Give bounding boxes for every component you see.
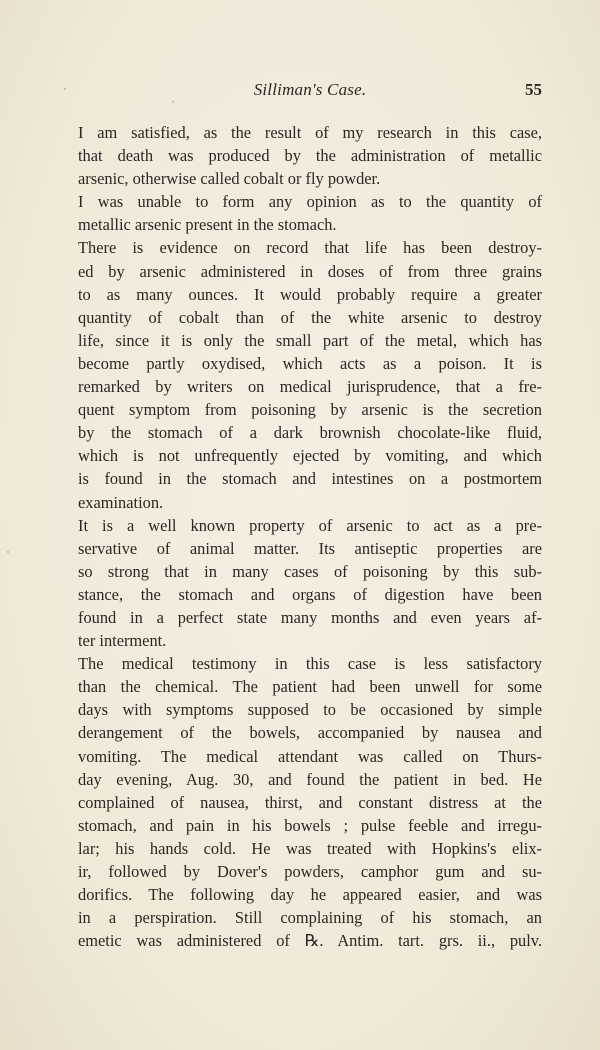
text-line: ir, followed by Dover's powders, camphor gum and su- bbox=[78, 862, 542, 881]
text-line: ed by arsenic administered in doses of from three grains bbox=[78, 261, 542, 281]
text-line: emetic was administered of ℞. Antim. tart. grs. ii., pulv. bbox=[78, 931, 542, 951]
text-line: days with symptoms supposed to be occasioned by simple bbox=[78, 700, 542, 720]
text-line: remarked by writers on medical jurisprudence, that a fre- bbox=[78, 377, 542, 397]
text-line: stomach, and pain in his bowels ; pulse feeble and irregu- bbox=[78, 815, 542, 835]
paper-speck bbox=[64, 88, 66, 90]
text-line: which is not unfrequently ejected by vomiting, and which bbox=[78, 446, 542, 466]
text-line: in a perspiration. Still complaining of his stomach, an bbox=[78, 908, 542, 928]
text-line: arsenic, otherwise called cobalt or fly powder. bbox=[78, 169, 381, 189]
text-line: life, since it is only the small part of the metal, which has bbox=[78, 330, 542, 350]
text-line: servative of animal matter. Its antiseptic properties are bbox=[78, 538, 542, 558]
paper-speck bbox=[172, 101, 174, 103]
text-line: examination. bbox=[78, 492, 164, 512]
running-head: Silliman's Case. bbox=[253, 80, 367, 99]
text-line: derangement of the bowels, accompanied by nausea and bbox=[78, 723, 542, 743]
text-line: lar; his hands cold. He was treated with Hopkins's elix- bbox=[78, 838, 542, 858]
text-line: become partly oxydised, which acts as a poison. It is bbox=[78, 353, 542, 373]
text-line: complained of nausea, thirst, and constant distress at the bbox=[78, 792, 542, 812]
text-line: It is a well known property of arsenic to act as a pre- bbox=[78, 515, 542, 535]
text-line: There is evidence on record that life has been destroy- bbox=[78, 238, 542, 258]
text-line: so strong that in many cases of poisoning by this sub- bbox=[78, 561, 542, 581]
page-header bbox=[78, 80, 542, 106]
text-line: I was unable to form any opinion as to the quantity of bbox=[78, 192, 542, 212]
text-line: metallic arsenic present in the stomach. bbox=[78, 215, 337, 235]
text-line: ter interment. bbox=[78, 631, 167, 651]
text-line: day evening, Aug. 30, and found the patient in bed. He bbox=[78, 769, 542, 789]
text-line: I am satisfied, as the result of my research in this case, bbox=[78, 123, 542, 142]
text-line: by the stomach of a dark brownish chocolate-like fluid, bbox=[78, 423, 542, 443]
text-line: dorifics. The following day he appeared easier, and was bbox=[78, 885, 542, 905]
text-line: quantity of cobalt than of the white arsenic to destroy bbox=[78, 307, 542, 327]
text-line: than the chemical. The patient had been unwell for some bbox=[78, 677, 542, 697]
text-line: to as many ounces. It would probably require a greater bbox=[78, 284, 542, 304]
paper-speck bbox=[7, 551, 9, 553]
body-text bbox=[78, 121, 542, 952]
text-line: found in a perfect state many months and even years af- bbox=[78, 607, 542, 627]
text-line: is found in the stomach and intestines on a postmortem bbox=[78, 469, 542, 489]
text-line: that death was produced by the administration of metallic bbox=[78, 146, 542, 166]
text-line: stance, the stomach and organs of digestion have been bbox=[78, 584, 542, 604]
page-number: 55 bbox=[525, 80, 542, 99]
text-line: The medical testimony in this case is less satisfactory bbox=[78, 654, 542, 674]
text-line: vomiting. The medical attendant was called on Thurs- bbox=[78, 746, 542, 766]
text-line: quent symptom from poisoning by arsenic is the secretion bbox=[78, 400, 542, 420]
